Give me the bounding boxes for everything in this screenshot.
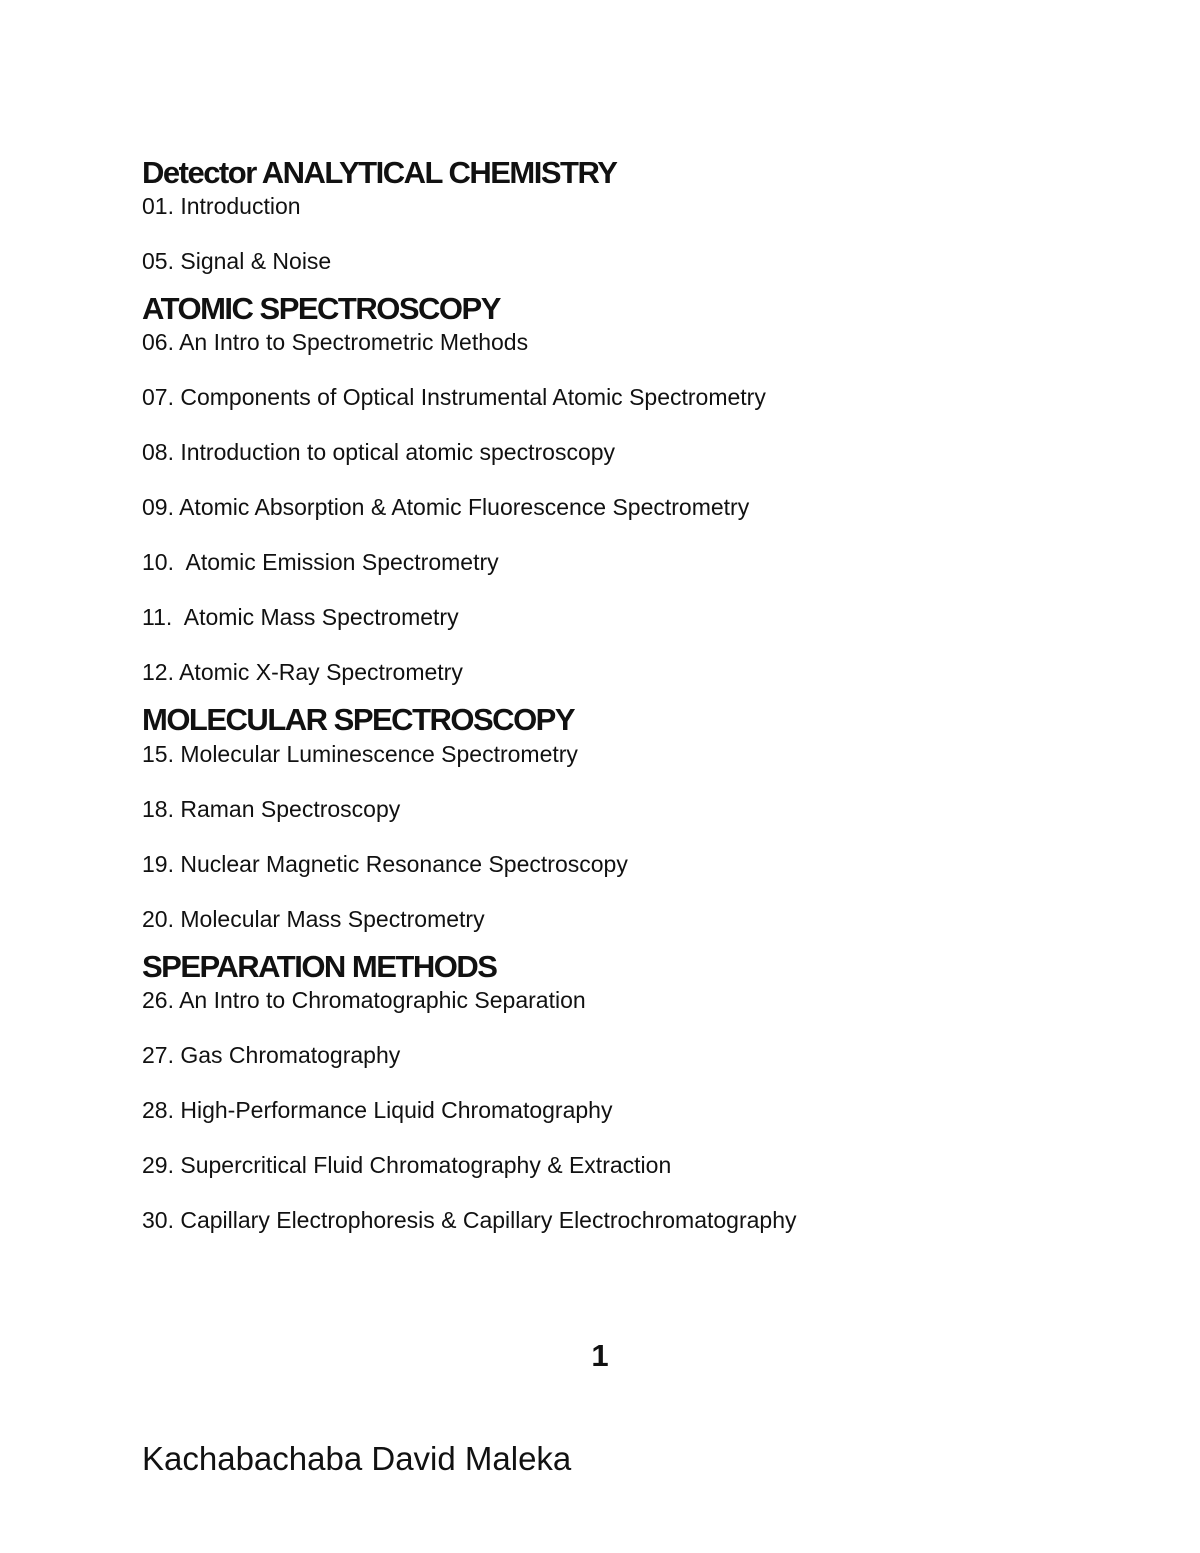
page-number: 1	[591, 1338, 609, 1373]
toc-entry: 12. Atomic X-Ray Spectrometry	[142, 659, 463, 686]
section-molecular-spectroscopy	[142, 701, 1142, 933]
toc-entry: 11. Atomic Mass Spectrometry	[142, 604, 459, 631]
toc-entry: 01. Introduction	[142, 193, 301, 220]
toc-entry: 06. An Intro to Spectrometric Methods	[142, 329, 529, 356]
toc-entry: 28. High-Performance Liquid Chromatography	[142, 1096, 613, 1123]
toc-entry: 09. Atomic Absorption & Atomic Fluorescence Spectrometry	[142, 494, 750, 521]
toc-entry: 07. Components of Optical Instrumental Atomic Spectrometry	[142, 384, 766, 411]
toc-entry: 19. Nuclear Magnetic Resonance Spectroscopy	[142, 850, 628, 877]
table-of-contents	[142, 140, 1142, 1245]
section-heading: MOLECULAR SPECTROSCOPY	[142, 702, 575, 738]
toc-entry: 27. Gas Chromatography	[142, 1041, 401, 1068]
toc-entry: 18. Raman Spectroscopy	[142, 795, 401, 822]
section-atomic-spectroscopy	[142, 290, 1142, 687]
toc-entry: 29. Supercritical Fluid Chromatography & Extraction	[142, 1151, 672, 1178]
toc-entry: 15. Molecular Luminescence Spectrometry	[142, 740, 578, 767]
section-separation-methods	[142, 948, 1142, 1235]
section-analytical-chemistry	[142, 154, 1142, 276]
toc-entry: 20. Molecular Mass Spectrometry	[142, 905, 485, 932]
toc-entry: 08. Introduction to optical atomic spectroscopy	[142, 439, 616, 466]
section-heading: ATOMIC SPECTROSCOPY	[142, 291, 500, 327]
section-heading: Detector ANALYTICAL CHEMISTRY	[142, 155, 617, 190]
toc-entry: 05. Signal & Noise	[142, 248, 332, 275]
section-heading: SPEPARATION METHODS	[142, 948, 497, 984]
toc-entry: 30. Capillary Electrophoresis & Capillary Electrochromatography	[142, 1206, 797, 1233]
toc-entry: 26. An Intro to Chromatographic Separation	[142, 986, 586, 1013]
author-name: Kachabachaba David Maleka	[142, 1440, 572, 1477]
toc-entry: 10. Atomic Emission Spectrometry	[142, 549, 499, 576]
